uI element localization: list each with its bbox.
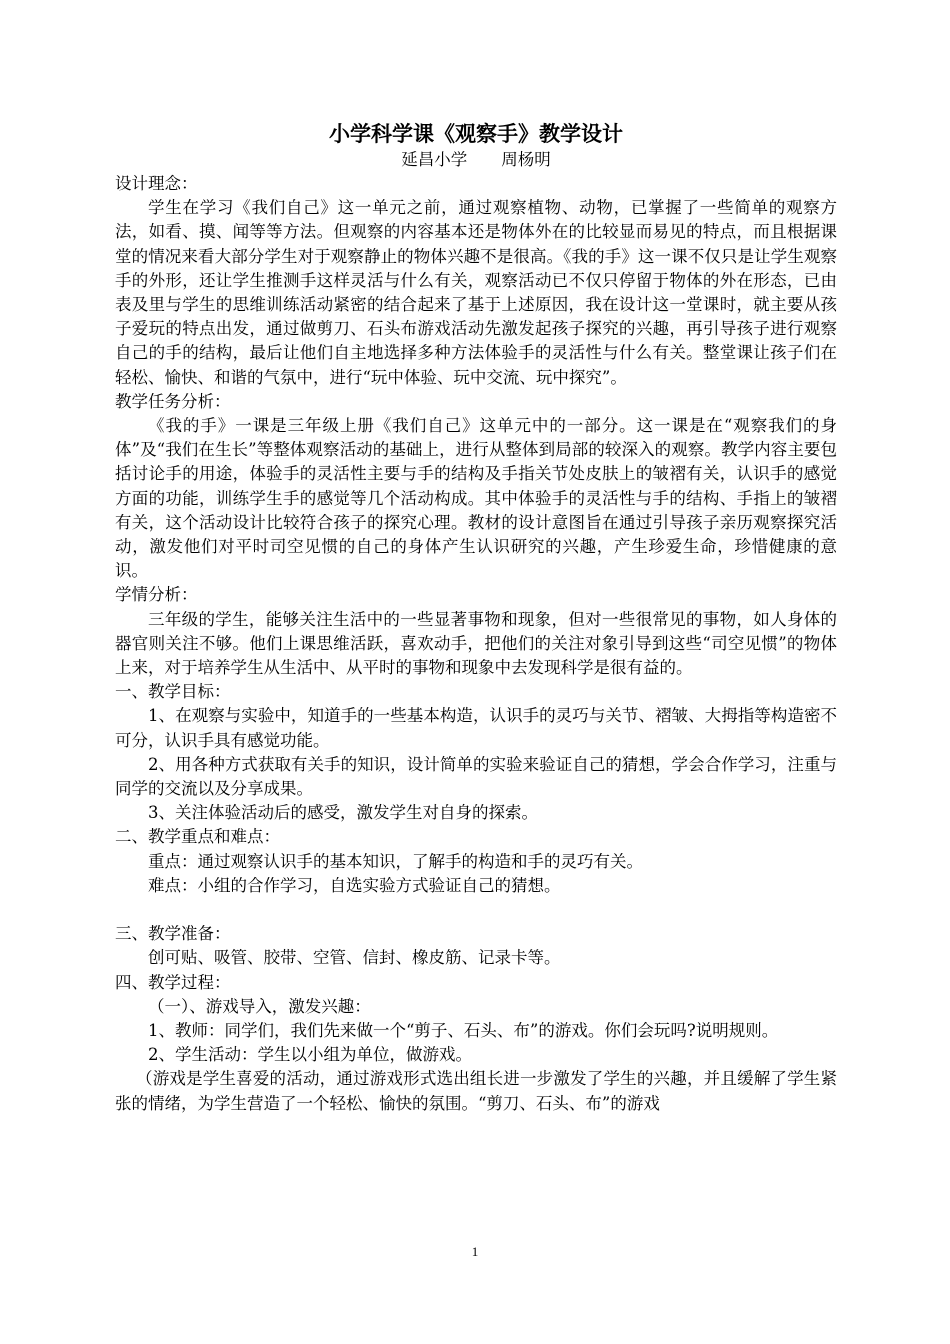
goal-item: 1、在观察与实验中，知道手的一些基本构造，认识手的灵巧与关节、褶皱、大拇指等构造密不可分，认识手具有感觉功能。 bbox=[115, 706, 837, 750]
goal-item: 2、用各种方式获取有关手的知识，设计简单的实验来验证自己的猜想，学会合作学习，注重与同学的交流以及分享成果。 bbox=[115, 754, 837, 799]
key-point: 重点：通过观察认识手的基本知识，了解手的构造和手的灵巧有关。 bbox=[148, 851, 643, 871]
author-school: 延昌小学 bbox=[401, 150, 468, 169]
process-step: 2、学生活动：学生以小组为单位，做游戏。 bbox=[148, 1045, 472, 1065]
document-body bbox=[115, 120, 837, 1116]
design-concept-paragraph: 学生在学习《我们自己》这一单元之前，通过观察植物、动物，已掌握了一些简单的观察方法，如看、摸、闻等等方法。但观察的内容基本还是物体外在的比较显而易见的特点，而且根据课堂的情况来看大部分学生对于观察静止的物体兴趣不是很高。《我的手》这一课不仅只是让学生观察手的外形，还让学生推测手这样灵活与什么有关，观察活动已不仅只停留于物体的外在形态，已由表及里与学生的思维训练活动紧密的结合起来了基于上述原因，我在设计这一堂课时，就主要从孩子爱玩的特点出发，通过做剪刀、石头布游戏活动先激发起孩子探究的兴趣，再引导孩子进行观察自己的手的结构，最后让他们自主地选择多种方法体验手的灵活性与什么有关。整堂课让孩子们在轻松、愉快、和谐的气氛中，进行“玩中体验、玩中交流、玩中探究”。 bbox=[115, 198, 837, 387]
key-points-heading: 二、教学重点和难点： bbox=[115, 827, 280, 847]
process-heading: 四、教学过程： bbox=[115, 972, 231, 992]
design-concept-heading: 设计理念： bbox=[115, 174, 198, 193]
blank-line bbox=[115, 898, 837, 922]
process-note: （游戏是学生喜爱的活动，通过游戏形式选出组长进一步激发了学生的兴趣，并且缓解了学生紧张的情绪，为学生营造了一个轻松、愉快的氛围。“剪刀、石头、布”的游戏 bbox=[115, 1069, 837, 1113]
difficulty-point: 难点：小组的合作学习，自选实验方式验证自己的猜想。 bbox=[148, 875, 561, 895]
goal-item: 3、关注体验活动后的感受，激发学生对自身的探索。 bbox=[148, 803, 538, 823]
goals-heading: 一、教学目标： bbox=[115, 682, 231, 702]
learner-analysis-paragraph: 三年级的学生，能够关注生活中的一些显著事物和现象，但对一些很常见的事物，如人身体的器官则关注不够。他们上课思维活跃，喜欢动手，把他们的关注对象引导到这些“司空见惯”的物体上来，对于培养学生从生活中、从平时的事物和现象中去发现科学是很有益的。 bbox=[115, 609, 837, 678]
task-analysis-heading: 教学任务分析： bbox=[115, 391, 231, 411]
process-step: 1、教师：同学们，我们先来做一个“剪子、石头、布”的游戏。你们会玩吗?说明规则。 bbox=[148, 1020, 779, 1040]
prep-heading: 三、教学准备： bbox=[115, 924, 231, 944]
document-title: 小学科学课《观察手》教学设计 bbox=[329, 121, 623, 146]
author-name: 周杨明 bbox=[501, 150, 551, 169]
learner-analysis-heading: 学情分析： bbox=[115, 585, 198, 605]
prep-materials: 创可贴、吸管、胶带、空管、信封、橡皮筋、记录卡等。 bbox=[148, 948, 561, 968]
author-line bbox=[115, 148, 837, 172]
process-subheading: （一）、游戏导入，激发兴趣： bbox=[148, 996, 371, 1016]
task-analysis-paragraph: 《我的手》一课是三年级上册《我们自己》这单元中的一部分。这一课是在“观察我们的身体”及“我们在生长”等整体观察活动的基础上，进行从整体到局部的较深入的观察。教学内容主要包括讨论手的用途，体验手的灵活性主要与手的结构及手指关节处皮肤上的皱褶有关，认识手的感觉方面的功能，训练学生手的感觉等几个活动构成。其中体验手的灵活性与手的结构、手指上的皱褶有关，这个活动设计比较符合孩子的探究心理。教材的设计意图旨在通过引导孩子亲历观察探究活动，激发他们对平时司空见惯的自己的身体产生认识研究的兴趣，产生珍爱生命，珍惜健康的意识。 bbox=[115, 416, 837, 581]
page-number: 1 bbox=[471, 1244, 479, 1259]
